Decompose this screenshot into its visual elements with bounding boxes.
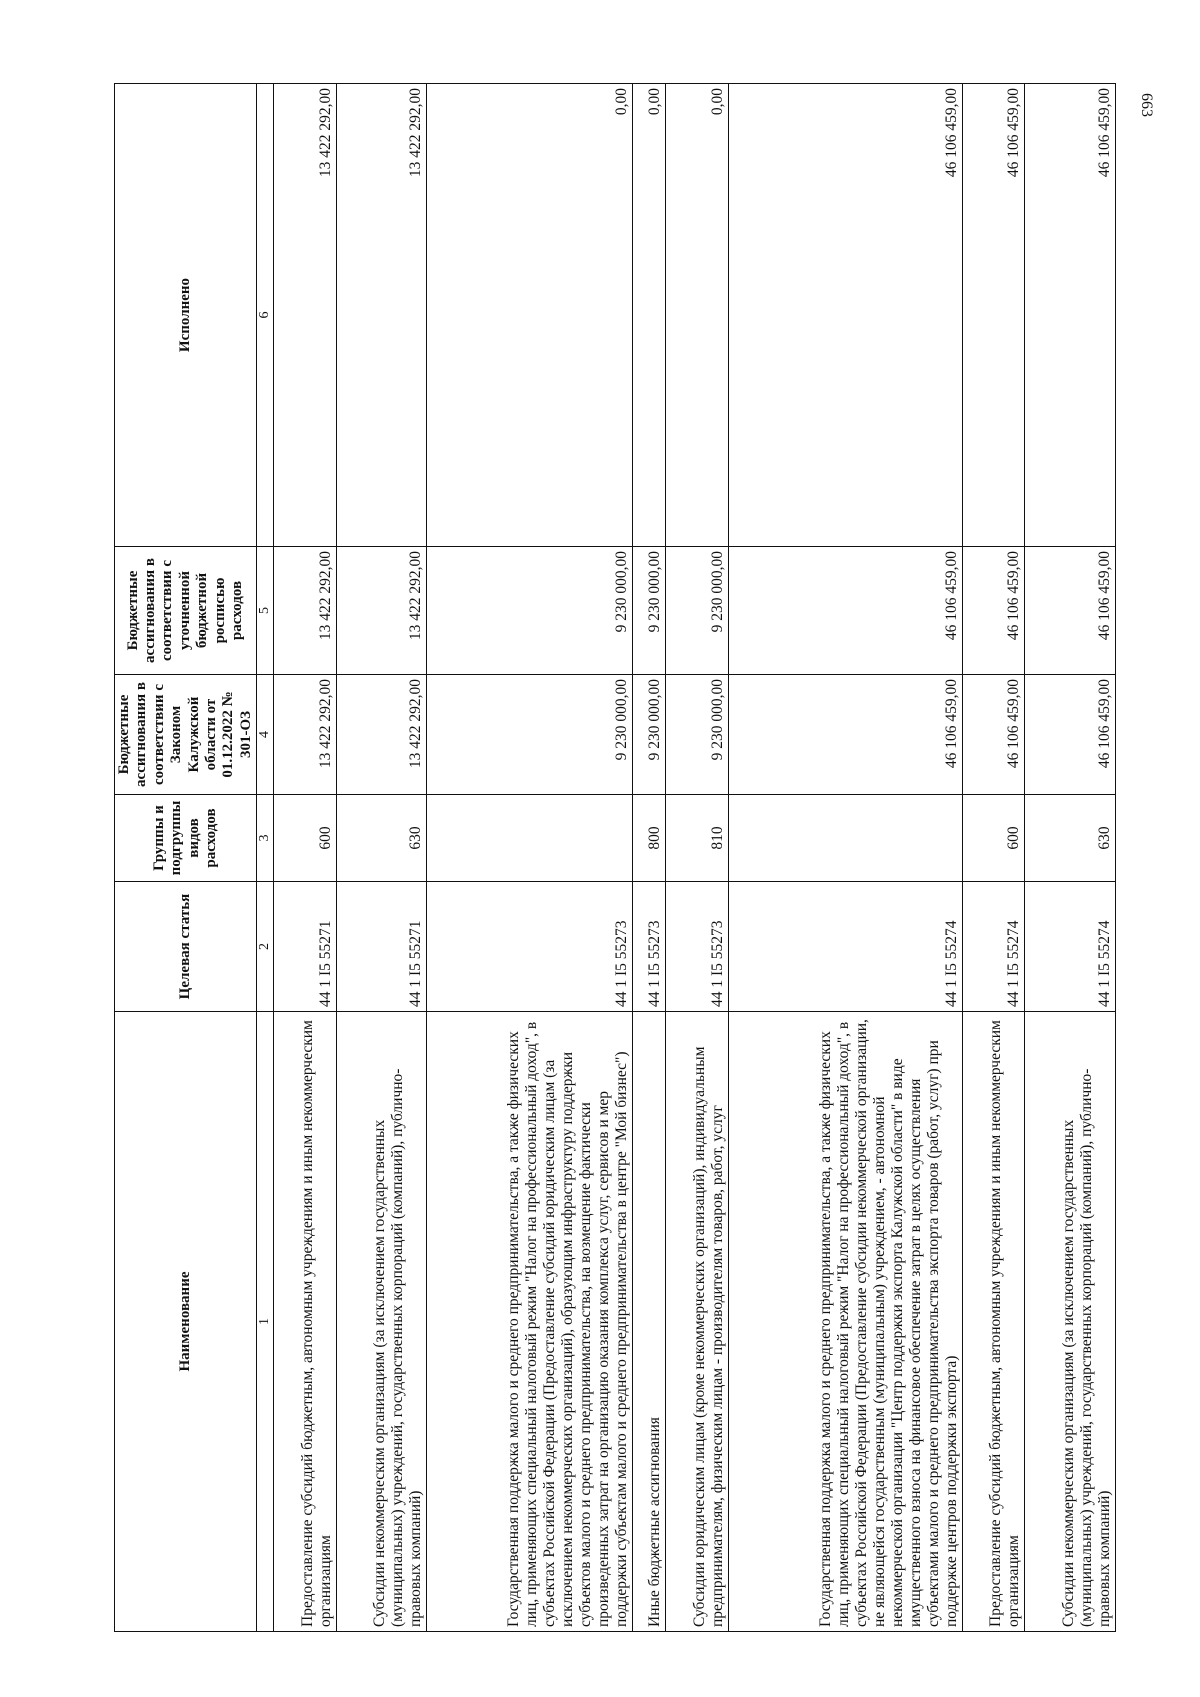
- header-executed: Исполнено: [115, 84, 257, 547]
- row-done: 46 106 459,00: [1025, 84, 1116, 547]
- row-done: 13 422 292,00: [274, 84, 336, 547]
- table-row: [427, 84, 633, 1632]
- row-group: 810: [666, 795, 728, 882]
- row-law: 46 106 459,00: [1025, 675, 1116, 795]
- row-group: 600: [962, 795, 1024, 882]
- row-target: 44 1 I5 55273: [666, 882, 728, 1012]
- table-row: [336, 84, 427, 1632]
- row-group: [427, 795, 633, 882]
- header-expense-group: Группы и подгруппы видов расходов: [115, 795, 257, 882]
- row-roster: 9 230 000,00: [666, 547, 728, 675]
- row-done: 0,00: [427, 84, 633, 547]
- col-number: 2: [257, 882, 274, 1012]
- row-law: 46 106 459,00: [728, 675, 962, 795]
- row-name: Иные бюджетные ассигнования: [632, 1012, 665, 1632]
- row-done: 46 106 459,00: [728, 84, 962, 547]
- col-number: 6: [257, 84, 274, 547]
- row-group: 600: [274, 795, 336, 882]
- table-row: [632, 84, 665, 1632]
- row-target: 44 1 I5 55274: [1025, 882, 1116, 1012]
- row-name: Субсидии некоммерческим организациям (за исключением государственных (муниципальных) учреждений, государственных корпораций (компаний), публично-правовых компаний): [336, 1012, 427, 1632]
- page-number: 663: [1138, 93, 1155, 117]
- table-row: [666, 84, 728, 1632]
- table-row: [1025, 84, 1116, 1632]
- row-target: 44 1 I5 55274: [728, 882, 962, 1012]
- row-law: 46 106 459,00: [962, 675, 1024, 795]
- row-target: 44 1 I5 55273: [632, 882, 665, 1012]
- budget-table: [114, 83, 1116, 1632]
- row-name: Субсидии некоммерческим организациям (за исключением государственных (муниципальных) учреждений, государственных корпораций (компаний), публично-правовых компаний): [1025, 1012, 1116, 1632]
- row-done: 0,00: [632, 84, 665, 547]
- col-number: 5: [257, 547, 274, 675]
- row-target: 44 1 I5 55271: [274, 882, 336, 1012]
- row-law: 9 230 000,00: [666, 675, 728, 795]
- row-done: 0,00: [666, 84, 728, 547]
- row-name: Государственная поддержка малого и среднего предпринимательства, а также физических лиц, применяющих специальный налоговый режим "Налог на профессиональный доход", в субъектах Российской Федерации (Предоставление субсидии некоммерческой организации, не являющейся государственным (муниципальным) учреждением, - автономной некоммерческой организации "Центр поддержки экспорта Калужской области" в виде имущественного взноса на финансовое обеспечение затрат в целях осуществления субъектами малого и среднего предпринимательства экспорта товаров (работ, услуг) при поддержке центров поддержки экспорта): [728, 1012, 962, 1632]
- row-target: 44 1 I5 55274: [962, 882, 1024, 1012]
- row-name: Субсидии юридическим лицам (кроме некоммерческих организаций), индивидуальным предпринимателям, физическим лицам - производителям товаров, работ, услуг: [666, 1012, 728, 1632]
- row-roster: 46 106 459,00: [1025, 547, 1116, 675]
- row-group: 630: [336, 795, 427, 882]
- row-name: Предоставление субсидий бюджетным, автономным учреждениям и иным некоммерческим организациям: [274, 1012, 336, 1632]
- row-roster: 13 422 292,00: [274, 547, 336, 675]
- row-group: [728, 795, 962, 882]
- row-target: 44 1 I5 55271: [336, 882, 427, 1012]
- row-law: 9 230 000,00: [632, 675, 665, 795]
- row-roster: 13 422 292,00: [336, 547, 427, 675]
- row-law: 9 230 000,00: [427, 675, 633, 795]
- row-law: 13 422 292,00: [274, 675, 336, 795]
- row-target: 44 1 I5 55273: [427, 882, 633, 1012]
- row-roster: 9 230 000,00: [427, 547, 633, 675]
- row-group: 630: [1025, 795, 1116, 882]
- budget-table-sheet: [114, 84, 1116, 1632]
- header-name: Наименование: [115, 1012, 257, 1632]
- table-row: [274, 84, 336, 1632]
- col-number: 3: [257, 795, 274, 882]
- header-law-allocations: Бюджетные ассигнования в соответствии с Законом Калужской области от 01.12.2022 № 301-ОЗ: [115, 675, 257, 795]
- row-roster: 46 106 459,00: [962, 547, 1024, 675]
- table-row: [728, 84, 962, 1632]
- header-target-article: Целевая статья: [115, 882, 257, 1012]
- row-roster: 9 230 000,00: [632, 547, 665, 675]
- col-number: 4: [257, 675, 274, 795]
- row-roster: 46 106 459,00: [728, 547, 962, 675]
- row-name: Предоставление субсидий бюджетным, автономным учреждениям и иным некоммерческим организациям: [962, 1012, 1024, 1632]
- row-law: 13 422 292,00: [336, 675, 427, 795]
- table-row: [962, 84, 1024, 1632]
- header-roster-allocations: Бюджетные ассигнования в соответствии с уточненной бюджетной росписью расходов: [115, 547, 257, 675]
- row-done: 13 422 292,00: [336, 84, 427, 547]
- row-done: 46 106 459,00: [962, 84, 1024, 547]
- row-group: 800: [632, 795, 665, 882]
- col-number: 1: [257, 1012, 274, 1632]
- row-name: Государственная поддержка малого и среднего предпринимательства, а также физических лиц, применяющих специальный налоговый режим "Налог на профессиональный доход", в субъектах Российской Федерации (Предоставление субсидий юридическим лицам (за исключением некоммерческих организаций), образующим инфраструктуру поддержки субъектов малого и среднего предпринимательства, на возмещение фактически произведенных затрат на организацию оказания комплекса услуг, сервисов и мер поддержки субъектам малого и среднего предпринимательства в центре "Мой бизнес"): [427, 1012, 633, 1632]
